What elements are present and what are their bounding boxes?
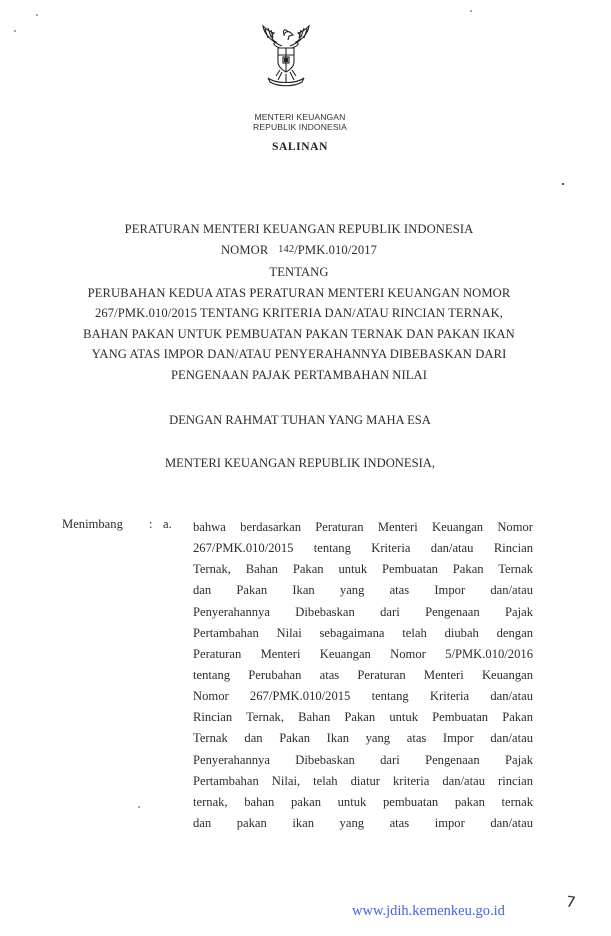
subject-line: PENGENAAN PAJAK PERTAMBAHAN NILAI bbox=[170, 367, 428, 382]
body-line: dan Pakan Ikan yang atas Impor dan/atau bbox=[193, 583, 533, 598]
scan-speck bbox=[14, 30, 16, 32]
copy-stamp: SALINAN bbox=[272, 141, 328, 153]
blessing-line: DENGAN RAHMAT TUHAN YANG MAHA ESA bbox=[169, 413, 431, 427]
scan-speck bbox=[138, 806, 140, 808]
menimbang-colon: : bbox=[149, 517, 153, 531]
body-line: Penyerahannya Dibebaskan dari Pengenaan Pajak bbox=[193, 752, 533, 767]
body-line: Pertambahan Nilai sebagaimana telah diubah dengan bbox=[193, 625, 533, 640]
body-line: 267/PMK.010/2015 tentang Kriteria dan/atau Rincian bbox=[193, 541, 533, 556]
jdih-website-link[interactable]: www.jdih.kemenkeu.go.id bbox=[352, 903, 505, 919]
scan-speck bbox=[562, 183, 564, 185]
menimbang-item-text bbox=[193, 517, 533, 834]
title-heading: PERATURAN MENTERI KEUANGAN REPUBLIK INDONESIA bbox=[124, 222, 474, 236]
body-line: bahwa berdasarkan Peraturan Menteri Keuangan Nomor bbox=[193, 520, 533, 534]
authority-line: MENTERI KEUANGAN REPUBLIK INDONESIA, bbox=[164, 456, 436, 470]
garuda-emblem-icon bbox=[258, 24, 314, 88]
menimbang-label: Menimbang bbox=[62, 517, 123, 531]
body-line: Nomor 267/PMK.010/2015 tentang Kriteria dan/atau bbox=[193, 689, 533, 704]
body-line: Penyerahannya Dibebaskan dari Pengenaan Pajak bbox=[193, 604, 533, 619]
nomor-suffix: /PMK.010/2017 bbox=[294, 242, 378, 257]
regulation-title bbox=[70, 219, 528, 385]
ministry-letterhead bbox=[200, 112, 400, 132]
body-line: ternak, bahan pakan untuk pembuatan pakan ternak bbox=[193, 794, 533, 809]
subject-line: YANG ATAS IMPOR DAN/ATAU PENYERAHANNYA DIBEBASKAN DARI bbox=[91, 347, 507, 361]
body-line: Ternak dan Pakan Ikan yang atas Impor dan/atau bbox=[193, 731, 533, 746]
body-line: Ternak, Bahan Pakan untuk Pembuatan Pakan Ternak bbox=[193, 562, 533, 577]
body-line: Peraturan Menteri Keuangan Nomor 5/PMK.010/2016 bbox=[193, 646, 533, 661]
nomor-number: 142 bbox=[278, 243, 295, 255]
subject-line: BAHAN PAKAN UNTUK PEMBUATAN PAKAN TERNAK DAN PAKAN IKAN bbox=[83, 326, 515, 341]
handwritten-page-mark: 7 bbox=[564, 892, 577, 912]
item-letter: a. bbox=[163, 517, 172, 531]
nomor-label: NOMOR bbox=[220, 242, 269, 257]
body-line: dan pakan ikan yang atas impor dan/atau bbox=[193, 815, 533, 830]
subject-line: PERUBAHAN KEDUA ATAS PERATURAN MENTERI KEUANGAN NOMOR bbox=[87, 285, 511, 300]
ministry-name: MENTERI KEUANGAN bbox=[254, 112, 346, 122]
scan-speck bbox=[36, 14, 38, 16]
body-line: Rincian Ternak, Bahan Pakan untuk Pembuatan Pakan bbox=[193, 710, 533, 725]
republic-name: REPUBLIK INDONESIA bbox=[253, 122, 347, 132]
tentang-label: TENTANG bbox=[269, 265, 329, 279]
subject-line: 267/PMK.010/2015 TENTANG KRITERIA DAN/ATAU RINCIAN TERNAK, bbox=[94, 306, 504, 320]
body-line: tentang Perubahan atas Peraturan Menteri Keuangan bbox=[193, 667, 533, 682]
scan-speck bbox=[470, 10, 472, 12]
regulation-number bbox=[70, 240, 528, 263]
body-line: Pertambahan Nilai, telah diatur kriteria dan/atau rincian bbox=[193, 773, 533, 788]
